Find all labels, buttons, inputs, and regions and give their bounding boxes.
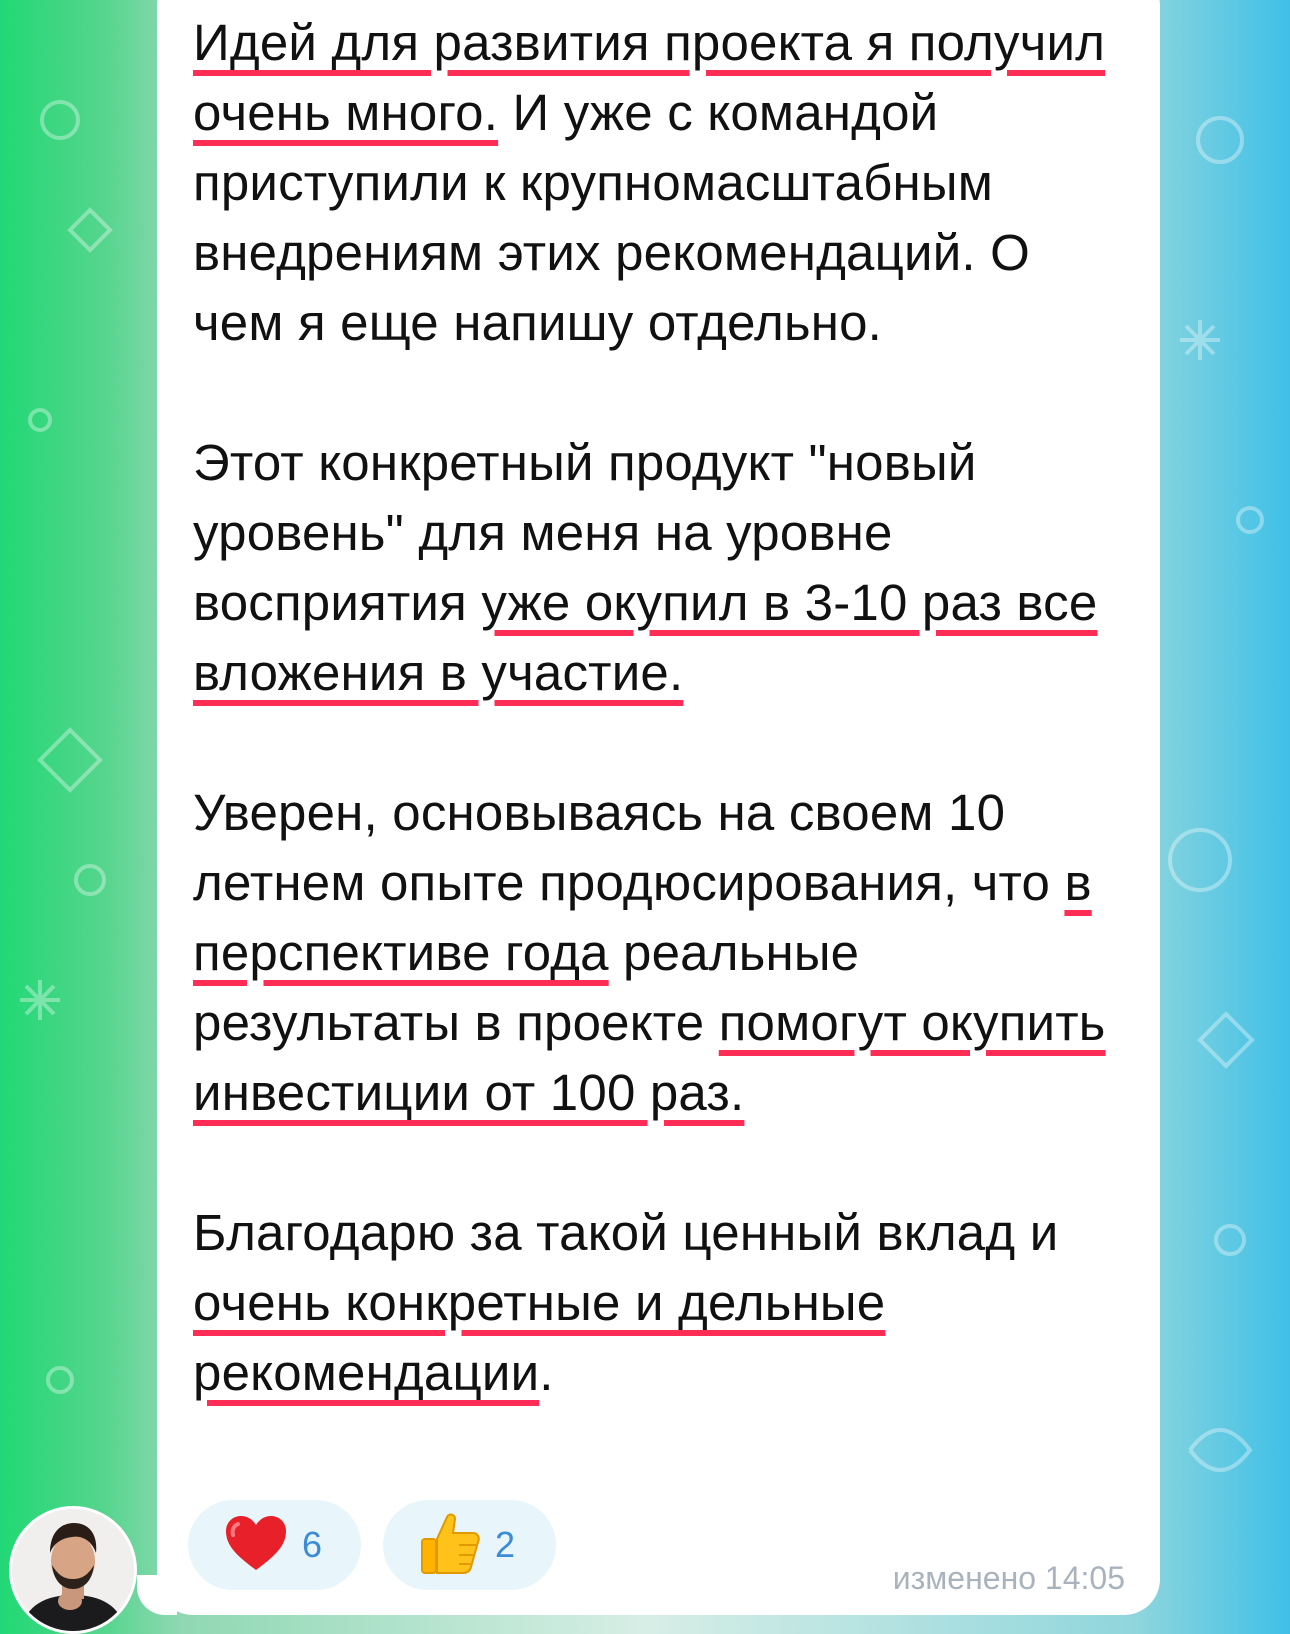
thumbs-up-icon — [419, 1511, 481, 1580]
message-text-segment: . — [539, 1344, 554, 1401]
avatar[interactable] — [9, 1506, 137, 1634]
reaction-heart-button[interactable] — [188, 1500, 361, 1590]
heart-icon — [224, 1514, 288, 1577]
highlighted-text: помогут окупить инвестиции от 100 раз. — [193, 994, 1106, 1121]
message-text-segment: Этот конкретный продукт "новый уровень" для меня на уровне восприятия — [193, 434, 977, 631]
message-paragraph — [193, 1198, 1133, 1408]
reactions-bar — [188, 1500, 556, 1590]
message-paragraph — [193, 778, 1133, 1128]
message-text-segment: И уже с командой приступили к крупномасштабным внедрениям этих рекомендаций. О чем я еще напишу отдельно. — [193, 84, 1030, 351]
highlighted-text: очень конкретные и дельные рекомендации — [193, 1274, 886, 1401]
highlighted-text: Идей для развития проекта я получил очень много. — [193, 14, 1106, 141]
message-paragraph — [193, 428, 1133, 708]
message-text — [193, 8, 1133, 1408]
reaction-thumbs-up-button[interactable] — [383, 1500, 556, 1590]
message-text-segment: реальные результаты в проекте — [193, 924, 860, 1051]
message-text-segment: Благодарю за такой ценный вклад и — [193, 1204, 1059, 1261]
highlighted-text: в перспективе года — [193, 854, 1092, 981]
message-timestamp: изменено 14:05 — [892, 1560, 1125, 1596]
reaction-heart-count: 6 — [302, 1524, 323, 1565]
message-text-segment: Уверен, основываясь на своем 10 летнем опыте продюсирования, что — [193, 784, 1065, 911]
message-paragraph — [193, 8, 1133, 358]
reaction-thumbs-up-count: 2 — [495, 1524, 516, 1565]
message-bubble-tail — [137, 1575, 177, 1615]
highlighted-text: уже окупил в 3-10 раз все вложения в участие. — [193, 574, 1098, 701]
